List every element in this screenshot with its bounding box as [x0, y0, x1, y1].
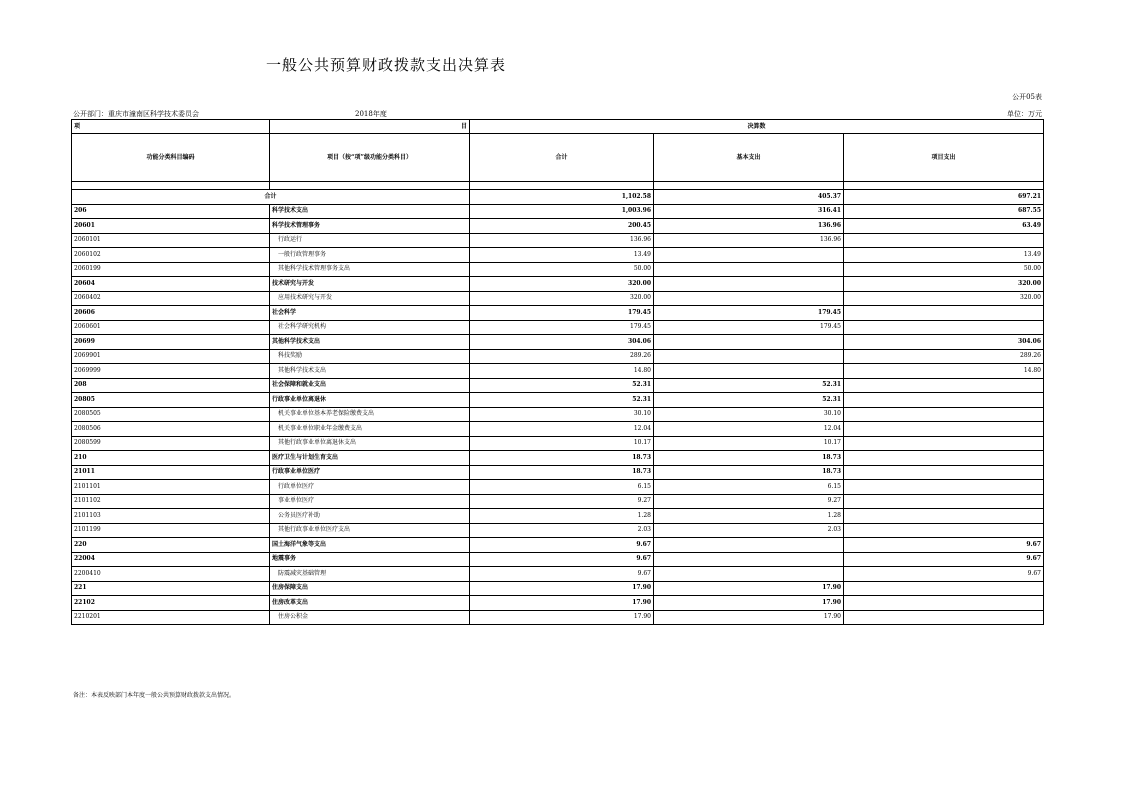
row-basic: 316.41: [654, 204, 844, 219]
header-project: 项目支出: [844, 134, 1044, 182]
table-row: [72, 349, 1044, 364]
row-code: 2060199: [72, 262, 270, 277]
table-row: [72, 567, 1044, 582]
row-project: 14.80: [844, 364, 1044, 379]
total-label: 合计: [72, 190, 470, 205]
row-name: 行政事业单位医疗: [270, 465, 470, 480]
row-total: 18.73: [470, 451, 654, 466]
row-code: 2101199: [72, 523, 270, 538]
header-total: 合计: [470, 134, 654, 182]
row-total: 1,003.96: [470, 204, 654, 219]
row-total: 52.31: [470, 378, 654, 393]
row-basic: 136.96: [654, 233, 844, 248]
row-code: 22004: [72, 552, 270, 567]
table-row: [72, 581, 1044, 596]
row-code: 20805: [72, 393, 270, 408]
row-code: 20601: [72, 219, 270, 234]
row-total: 1.28: [470, 509, 654, 524]
row-code: 21011: [72, 465, 270, 480]
row-basic: 10.17: [654, 436, 844, 451]
row-basic: 136.96: [654, 219, 844, 234]
row-total: 200.45: [470, 219, 654, 234]
row-name: 地震事务: [270, 552, 470, 567]
row-basic: [654, 248, 844, 263]
row-project: [844, 306, 1044, 321]
table-row: [72, 407, 1044, 422]
row-name: 住房公积金: [270, 610, 470, 625]
row-name: 事业单位医疗: [270, 494, 470, 509]
row-project: [844, 523, 1044, 538]
row-name: 其他科学技术支出: [270, 335, 470, 350]
row-code: 2101101: [72, 480, 270, 495]
row-project: [844, 320, 1044, 335]
row-project: 320.00: [844, 277, 1044, 292]
row-code: 2080505: [72, 407, 270, 422]
row-name: 其他行政事业单位医疗支出: [270, 523, 470, 538]
row-name: 医疗卫生与计划生育支出: [270, 451, 470, 466]
row-name: 行政运行: [270, 233, 470, 248]
row-basic: 12.04: [654, 422, 844, 437]
table-row: [72, 204, 1044, 219]
table-row: [72, 291, 1044, 306]
table-row: [72, 538, 1044, 553]
row-project: 9.67: [844, 567, 1044, 582]
row-total: 179.45: [470, 306, 654, 321]
row-name: 一般行政管理事务: [270, 248, 470, 263]
row-basic: 18.73: [654, 465, 844, 480]
table-row: [72, 262, 1044, 277]
row-basic: 2.03: [654, 523, 844, 538]
row-total: 9.67: [470, 552, 654, 567]
row-project: 50.00: [844, 262, 1044, 277]
row-code: 2210201: [72, 610, 270, 625]
row-basic: 52.31: [654, 393, 844, 408]
row-project: 9.67: [844, 538, 1044, 553]
row-name: 技术研究与开发: [270, 277, 470, 292]
row-total: 18.73: [470, 465, 654, 480]
header-basic: 基本支出: [654, 134, 844, 182]
row-name: 其他行政事业单位离退休支出: [270, 436, 470, 451]
row-total: 50.00: [470, 262, 654, 277]
row-project: 304.06: [844, 335, 1044, 350]
row-total: 12.04: [470, 422, 654, 437]
header-mu: 目: [270, 120, 470, 134]
row-code: 22102: [72, 596, 270, 611]
row-basic: [654, 364, 844, 379]
table-row: [72, 494, 1044, 509]
row-basic: 17.90: [654, 596, 844, 611]
row-total: 9.27: [470, 494, 654, 509]
row-code: 2080599: [72, 436, 270, 451]
row-basic: [654, 291, 844, 306]
spacer-row: [72, 182, 1044, 190]
header-xiang: 项: [72, 120, 270, 134]
row-code: 20606: [72, 306, 270, 321]
row-project: [844, 422, 1044, 437]
table-row: [72, 378, 1044, 393]
row-code: 206: [72, 204, 270, 219]
row-code: 2069999: [72, 364, 270, 379]
row-basic: 18.73: [654, 451, 844, 466]
row-code: 20699: [72, 335, 270, 350]
row-name: 其他科学技术支出: [270, 364, 470, 379]
row-project: [844, 407, 1044, 422]
header-row-2: [72, 134, 1044, 182]
table-row: [72, 219, 1044, 234]
department-label: 公开部门：重庆市潼南区科学技术委员会: [73, 110, 199, 118]
row-total: 304.06: [470, 335, 654, 350]
table-row: [72, 436, 1044, 451]
row-total: 179.45: [470, 320, 654, 335]
table-row: [72, 465, 1044, 480]
row-code: 208: [72, 378, 270, 393]
row-name: 行政事业单位离退休: [270, 393, 470, 408]
row-basic: [654, 277, 844, 292]
row-total: 17.90: [470, 581, 654, 596]
row-name: 社会科学: [270, 306, 470, 321]
row-name: 社会保障和就业支出: [270, 378, 470, 393]
table-row: [72, 335, 1044, 350]
row-name: 科学技术管理事务: [270, 219, 470, 234]
row-code: 20604: [72, 277, 270, 292]
table-row: [72, 523, 1044, 538]
row-total: 2.03: [470, 523, 654, 538]
row-code: 2060402: [72, 291, 270, 306]
row-project: [844, 596, 1044, 611]
row-project: [844, 436, 1044, 451]
row-project: [844, 610, 1044, 625]
row-project: 687.55: [844, 204, 1044, 219]
table-row: [72, 277, 1044, 292]
row-code: 221: [72, 581, 270, 596]
row-project: [844, 494, 1044, 509]
row-name: 科技奖励: [270, 349, 470, 364]
row-project: [844, 465, 1044, 480]
row-project: 13.49: [844, 248, 1044, 263]
row-name: 机关事业单位基本养老保险缴费支出: [270, 407, 470, 422]
row-total: 17.90: [470, 610, 654, 625]
header-name: 项目（按“项”级功能分类科目）: [270, 134, 470, 182]
table-row: [72, 422, 1044, 437]
row-total: 30.10: [470, 407, 654, 422]
row-total: 320.00: [470, 291, 654, 306]
table-row: [72, 306, 1044, 321]
row-code: 2101103: [72, 509, 270, 524]
form-number: 公开05表: [1012, 93, 1042, 101]
row-total: 17.90: [470, 596, 654, 611]
row-code: 2060101: [72, 233, 270, 248]
row-basic: [654, 552, 844, 567]
row-code: 2101102: [72, 494, 270, 509]
row-basic: [654, 567, 844, 582]
row-code: 2060102: [72, 248, 270, 263]
header-code: 功能分类科目编码: [72, 134, 270, 182]
fiscal-year: 2018年度: [355, 110, 387, 118]
row-project: [844, 581, 1044, 596]
row-name: 住房保障支出: [270, 581, 470, 596]
budget-table: [71, 119, 1044, 625]
row-project: [844, 509, 1044, 524]
row-basic: 179.45: [654, 320, 844, 335]
row-project: [844, 233, 1044, 248]
row-total: 52.31: [470, 393, 654, 408]
row-total: 10.17: [470, 436, 654, 451]
table-row: [72, 610, 1044, 625]
row-name: 其他科学技术管理事务支出: [270, 262, 470, 277]
row-code: 2080506: [72, 422, 270, 437]
row-name: 国土海洋气象等支出: [270, 538, 470, 553]
row-total: 9.67: [470, 538, 654, 553]
table-row: [72, 248, 1044, 263]
footnote: 备注：本表反映部门本年度一般公共预算财政拨款支出情况。: [73, 692, 236, 699]
row-basic: 30.10: [654, 407, 844, 422]
row-project: 9.67: [844, 552, 1044, 567]
row-project: [844, 393, 1044, 408]
row-name: 科学技术支出: [270, 204, 470, 219]
row-name: 防震减灾基础管理: [270, 567, 470, 582]
row-name: 公务员医疗补助: [270, 509, 470, 524]
row-basic: [654, 538, 844, 553]
row-project: 320.00: [844, 291, 1044, 306]
table-row: [72, 480, 1044, 495]
total-basic: 405.37: [654, 190, 844, 205]
row-basic: 17.90: [654, 610, 844, 625]
row-total: 289.26: [470, 349, 654, 364]
header-juesuan: 决算数: [470, 120, 1044, 134]
table-row: [72, 509, 1044, 524]
row-name: 行政单位医疗: [270, 480, 470, 495]
row-code: 2200410: [72, 567, 270, 582]
row-total: 9.67: [470, 567, 654, 582]
row-code: 220: [72, 538, 270, 553]
row-basic: [654, 262, 844, 277]
table-row: [72, 393, 1044, 408]
header-row-1: [72, 120, 1044, 134]
row-basic: [654, 335, 844, 350]
table-row: [72, 552, 1044, 567]
row-name: 机关事业单位职业年金缴费支出: [270, 422, 470, 437]
total-amount: 1,102.58: [470, 190, 654, 205]
row-project: [844, 378, 1044, 393]
table-row: [72, 233, 1044, 248]
row-project: [844, 451, 1044, 466]
row-total: 320.00: [470, 277, 654, 292]
row-project: 63.49: [844, 219, 1044, 234]
row-name: 社会科学研究机构: [270, 320, 470, 335]
row-basic: 6.15: [654, 480, 844, 495]
total-project: 697.21: [844, 190, 1044, 205]
row-code: 2060601: [72, 320, 270, 335]
row-basic: 52.31: [654, 378, 844, 393]
table-row: [72, 364, 1044, 379]
table-row: [72, 451, 1044, 466]
row-name: 住房改革支出: [270, 596, 470, 611]
row-project: [844, 480, 1044, 495]
row-name: 应用技术研究与开发: [270, 291, 470, 306]
row-total: 6.15: [470, 480, 654, 495]
row-total: 13.49: [470, 248, 654, 263]
row-project: 289.26: [844, 349, 1044, 364]
row-basic: 9.27: [654, 494, 844, 509]
row-basic: 1.28: [654, 509, 844, 524]
page-title: 一般公共预算财政拨款支出决算表: [266, 56, 507, 74]
unit-label: 单位：万元: [1007, 110, 1042, 118]
row-basic: 17.90: [654, 581, 844, 596]
row-code: 2069901: [72, 349, 270, 364]
row-total: 136.96: [470, 233, 654, 248]
total-row: [72, 190, 1044, 205]
row-code: 210: [72, 451, 270, 466]
row-basic: [654, 349, 844, 364]
table-row: [72, 320, 1044, 335]
row-basic: 179.45: [654, 306, 844, 321]
row-total: 14.80: [470, 364, 654, 379]
table-row: [72, 596, 1044, 611]
